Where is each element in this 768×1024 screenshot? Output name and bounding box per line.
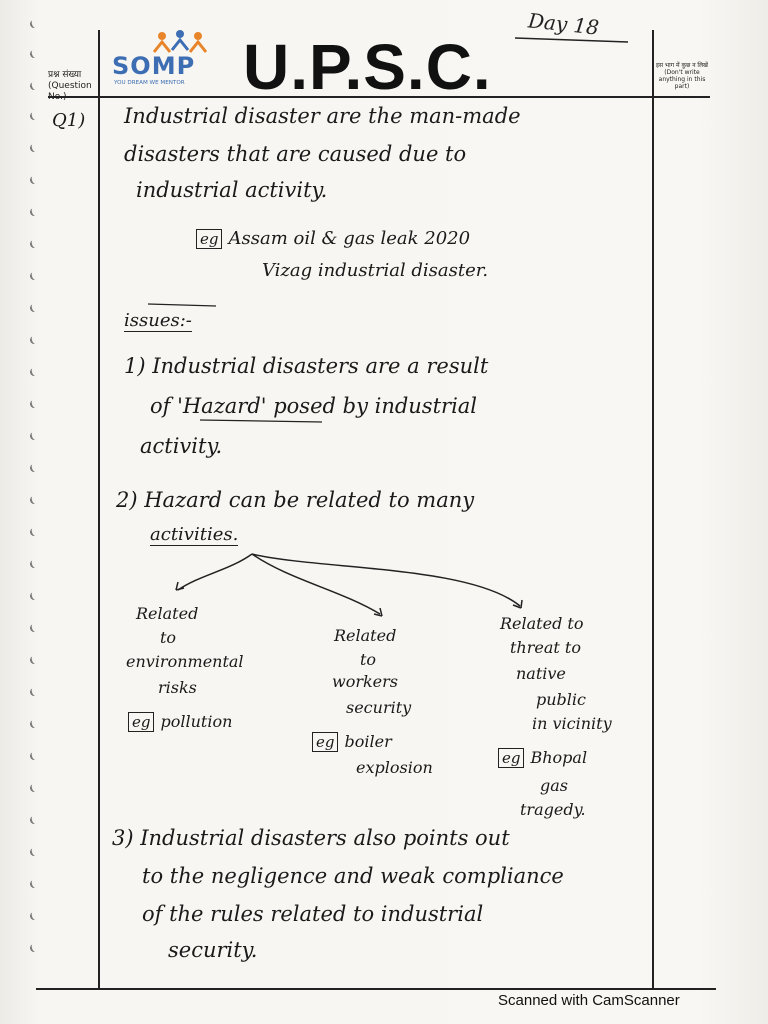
branch2-line-1: Related [334,626,397,645]
point1-line-2: of 'Hazard' posed by industrial [150,394,478,418]
branch3-example-3: tragedy. [520,800,586,819]
eg-box: eg [128,712,154,732]
intro-line-3: industrial activity. [136,178,328,202]
example-1-text: Assam oil & gas leak 2020 [228,228,471,249]
branch2-example-text-1: boiler [344,732,392,751]
logo-text: SOMP [112,52,196,80]
branch2-example-2: explosion [356,758,433,777]
branch3-example-1 [498,748,587,768]
point3-line-2: to the negligence and weak compliance [142,864,564,888]
right-note: इस भाग में कुछ न लिखें (Don't write anything in this part) [656,62,708,90]
example-2: Vizag industrial disaster. [262,260,489,281]
branch1-example-text: pollution [160,712,233,731]
branch3-line-1: Related to [500,614,584,633]
point3-line-4: security. [168,938,258,962]
point2-line-2: activities. [150,524,239,545]
branch1-line-2: to [160,628,177,647]
branch2-line-3: workers [332,672,398,691]
intro-line-2: disasters that are caused due to [124,142,467,166]
camscanner-watermark: Scanned with CamScanner [498,992,680,1009]
branch2-example-1 [312,732,392,752]
point3-line-3: of the rules related to industrial [142,902,484,926]
eg-box: eg [196,229,222,249]
intro-line-1: Industrial disaster are the man-made [124,104,521,128]
branch1-line-4: risks [158,678,197,697]
issues-heading: issues:- [124,310,192,331]
branch2-line-4: security [346,698,412,717]
point2-line-1: 2) Hazard can be related to many [116,488,475,512]
day-label: Day 18 [526,8,601,40]
question-number: Q1) [52,110,86,131]
point1-line-3: activity. [140,434,223,458]
branch1-line-1: Related [136,604,199,623]
point3-line-1: 3) Industrial disasters also points out [112,826,510,850]
branch3-line-3: native [516,664,566,683]
branch3-line-5: in vicinity [532,714,612,733]
logo-tagline: YOU DREAM WE MENTOR [114,80,185,86]
branch1-line-3: environmental [126,652,244,671]
eg-box: eg [312,732,338,752]
branch2-line-2: to [360,650,377,669]
question-no-label: प्रश्न संख्या (Question No.) [48,70,92,102]
brand-title: U.P.S.C. [243,31,492,103]
branch3-example-2: gas [540,776,568,795]
eg-box: eg [498,748,524,768]
branch3-example-text-1: Bhopal [530,748,588,767]
branch3-line-4: public [536,690,586,709]
branch1-example [128,712,232,732]
branch3-line-2: threat to [510,638,581,657]
point1-line-1: 1) Industrial disasters are a result [124,354,489,378]
